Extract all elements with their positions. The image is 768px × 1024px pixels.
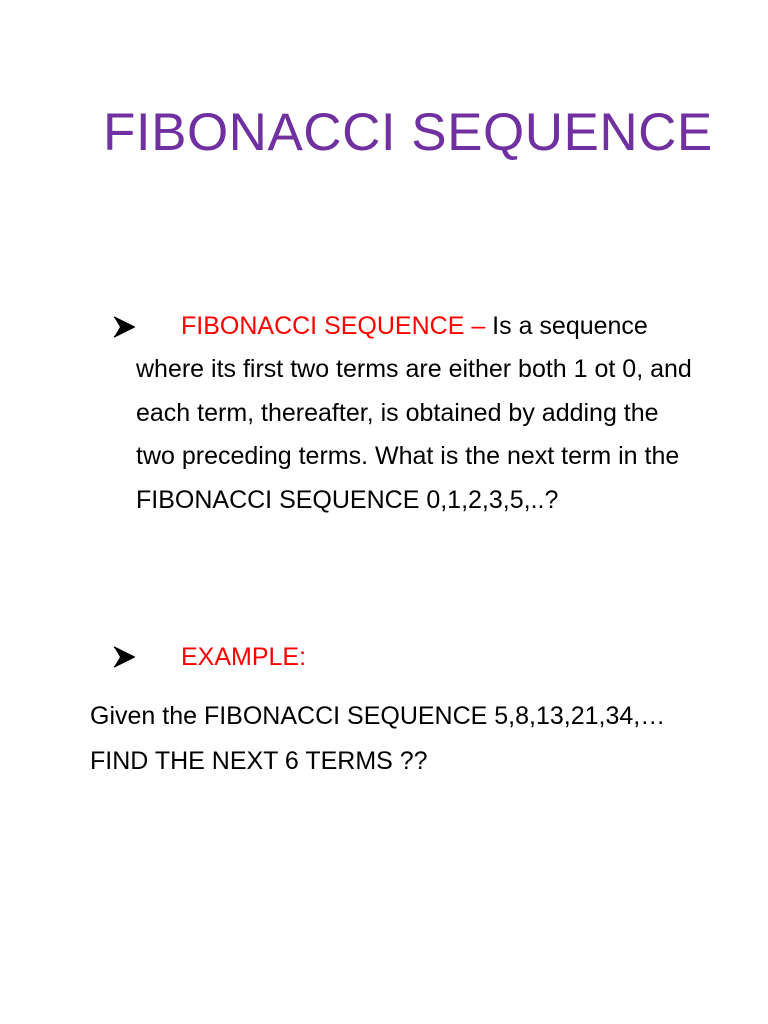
example-question (90, 694, 730, 783)
page-title: FIBONACCI SEQUENCE (103, 103, 713, 162)
question-line-2: FIND THE NEXT 6 TERMS ?? (90, 746, 428, 775)
arrowhead-bullet-icon (113, 646, 135, 668)
definition-term: FIBONACCI SEQUENCE – (181, 312, 493, 340)
example-label: EXAMPLE: (181, 643, 307, 671)
definition-paragraph (136, 305, 696, 522)
definition-text: Is a sequence where its first two terms are either both 1 ot 0, and each term, thereafter, is obtained by adding the two preceding terms. What is the next term in the FIBONACCI SEQUENCE 0,1,2,3,5,..? (136, 312, 692, 514)
arrowhead-bullet-icon (113, 316, 135, 338)
question-line-1: Given the FIBONACCI SEQUENCE 5,8,13,21,34,… (90, 702, 666, 730)
